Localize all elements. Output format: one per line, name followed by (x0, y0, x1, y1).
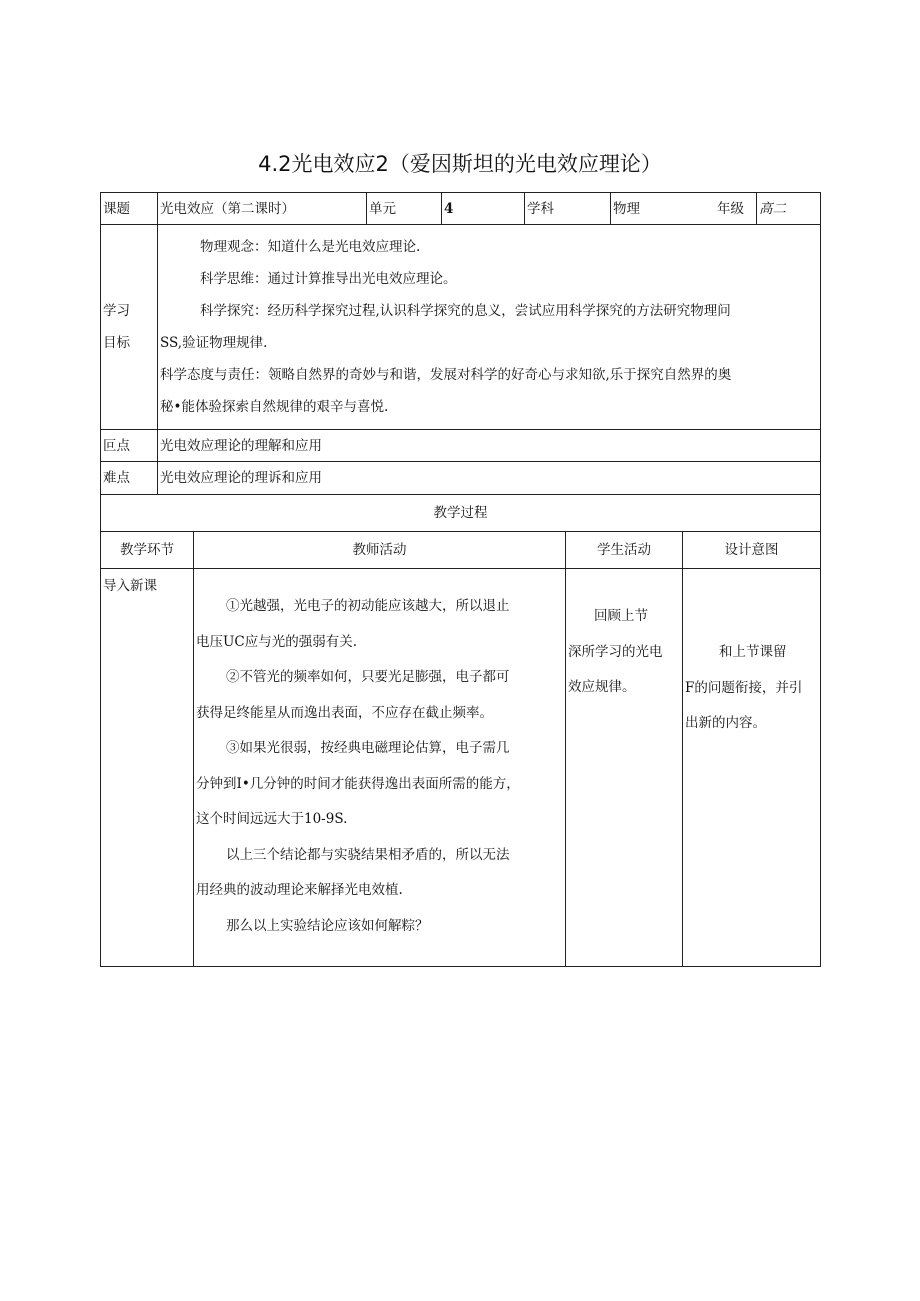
design-intent (683, 569, 821, 967)
goals-label-line2: 目标 (103, 335, 130, 351)
unit-value: 4 (442, 193, 525, 225)
student-line: 深所学习的光电 (568, 643, 663, 660)
column-header: 教学环节 (101, 532, 194, 569)
difficult-point-row (101, 462, 821, 495)
goals-label (101, 225, 158, 430)
goal-item: 科学态度与责任：领略自然界的奇妙与和谐，发展对科学的好奇心与求知欲,乐于探究自然界的奥 (160, 367, 732, 383)
subject-value: 物理 (613, 200, 640, 217)
goal-item: 科学思维：通过计算推导出光电效应理论。 (200, 271, 457, 287)
page-title: 4.2光电效应2（爱因斯坦的光电效应理论） (258, 152, 662, 176)
student-line: 回顾上节 (594, 608, 648, 624)
goals-row (101, 225, 821, 430)
teacher-line: 分钟到I•几分钟的时间才能获得逸出表面所需的能方， (196, 775, 520, 792)
difficult-point-value: 光电效应理论的理诉和应用 (158, 462, 821, 495)
process-columns-row (101, 532, 821, 569)
goal-item: 物理观念：知道什么是光电效应理论. (200, 239, 421, 255)
column-header: 学生活动 (566, 532, 683, 569)
student-activity (566, 569, 683, 967)
column-header: 教师活动 (194, 532, 566, 569)
teacher-line: 电压UC应与光的强弱有关. (196, 633, 357, 650)
teacher-line: 用经典的波动理论来解择光电效植. (196, 882, 403, 898)
process-row (101, 569, 821, 967)
grade-label: 年级 (717, 200, 744, 217)
goal-item: 科学探究：经历科学探究过程,认识科学探究的息义，尝试应用科学探究的方法研究物理问 (200, 303, 731, 319)
key-point-row (101, 430, 821, 462)
intent-line: F的问题衔接，并引 (685, 679, 803, 696)
teacher-line: 那么以上实验结论应该如何解粽？ (226, 917, 429, 934)
process-table (100, 494, 821, 967)
unit-label: 单元 (367, 193, 442, 225)
column-header: 设计意图 (683, 532, 821, 569)
student-line: 效应规律。 (568, 679, 636, 695)
teacher-line: ③如果光很弱，按经典电磁理论估算，电子需几 (226, 740, 510, 756)
teacher-activity (194, 569, 566, 967)
teacher-line: 以上三个结论都与实骁结果相矛盾的，所以无法 (226, 846, 510, 863)
subject-label: 学科 (525, 193, 611, 225)
teacher-line: 获得足终能星从而逸出表面，不应存在截止频率。 (196, 704, 493, 721)
lesson-info-table (100, 192, 821, 495)
teacher-line: ②不管光的频率如何，只要光足膨强，电子都可 (226, 669, 510, 685)
intent-line: 和上节课留 (719, 644, 787, 660)
process-heading: 教学过程 (101, 495, 821, 532)
grade-value: 高二 (757, 193, 821, 225)
teacher-line: ①光越强，光电子的初动能应该越大，所以退止 (226, 598, 510, 614)
course-label: 课题 (101, 193, 158, 225)
goals-label-line1: 学习 (103, 303, 130, 319)
goals-content (158, 225, 821, 430)
subject-grade-cell (611, 193, 757, 225)
process-heading-row (101, 495, 821, 532)
intent-line: 出新的内容。 (685, 715, 766, 731)
key-point-label: 叵点 (101, 430, 158, 462)
stage-cell: 导入新课 (101, 569, 194, 967)
goal-item: SS,验证物理规律. (160, 335, 268, 351)
teacher-line: 这个时间远远大于10-9S. (196, 811, 348, 827)
key-point-value: 光电效应理论的理解和应用 (158, 430, 821, 462)
difficult-point-label: 难点 (101, 462, 158, 495)
goal-item: 秘•能体验探索自然规律的艰辛与喜悦. (160, 399, 389, 415)
course-value: 光电效应（第二课时） (158, 193, 367, 225)
header-row (101, 193, 821, 225)
